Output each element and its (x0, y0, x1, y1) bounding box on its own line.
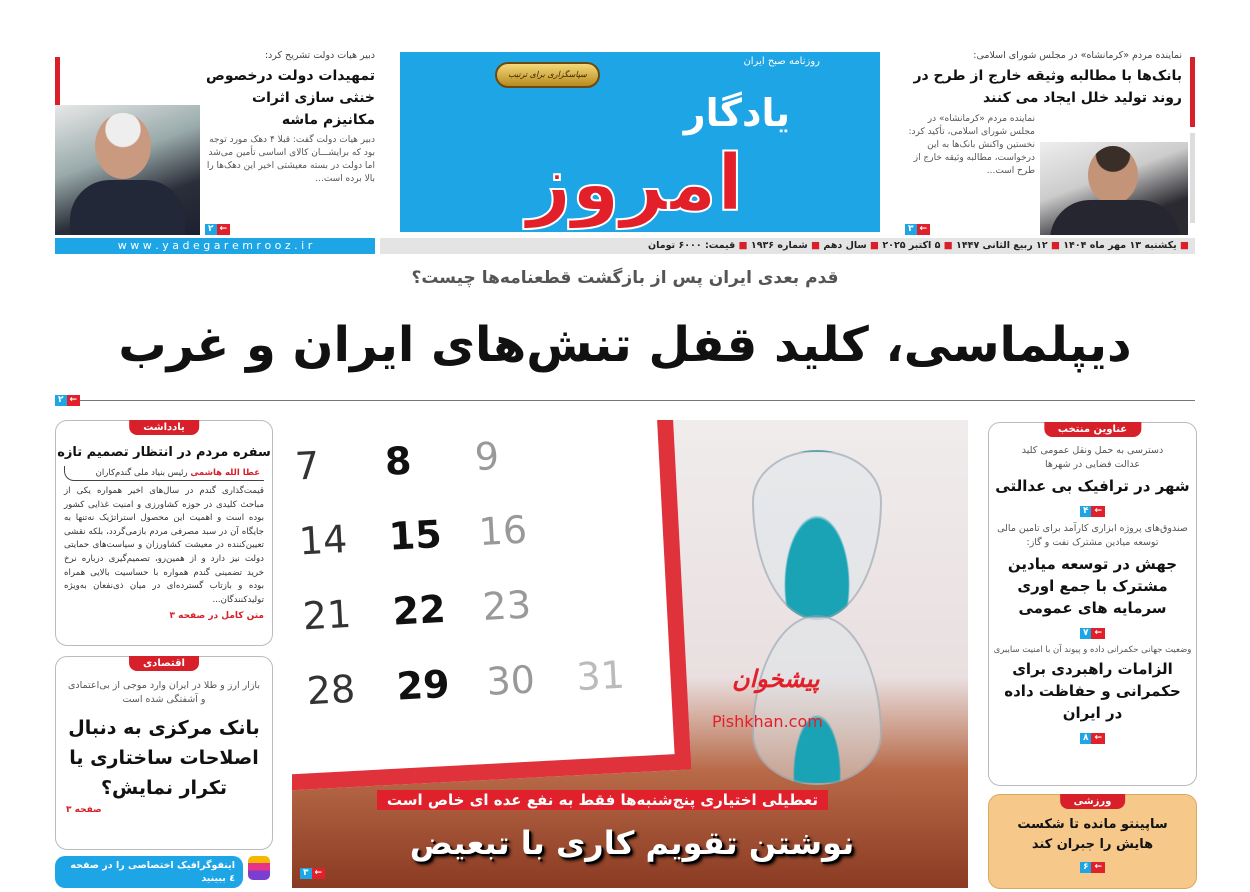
lead-kicker: قدم بعدی ایران پس از بازگشت قطعنامه‌ها چیست؟ (411, 268, 839, 288)
section-tag: یادداشت (129, 420, 199, 435)
photo-headline[interactable]: نوشتن تقویم کاری با تبعیض (409, 824, 855, 862)
kicker: دبیر هیات دولت تشریح کرد: (264, 50, 375, 61)
headline[interactable]: جهش در توسعه میادین مشترک با جمع اوری سرمایه های عمومی (1007, 555, 1178, 617)
dateline: ■ یکشنبه ۱۳ مهر ماه ۱۴۰۴ ■ ۱۲ ربیع الثانی ۱۴۴۷ ■ ۵ اکتبر ۲۰۲۵ ■ سال دهم ■ شماره ۱۹۳۶ ■ قیمت: ۶۰۰۰ تومان (380, 238, 1195, 254)
sport-card (988, 794, 1197, 889)
read-more-link[interactable]: متن کامل در صفحه ۳ (169, 611, 264, 622)
page-ref[interactable]: ۲ ← (55, 395, 80, 406)
arrow-left-icon: ← (312, 868, 326, 879)
section-tag: ورزشی (1060, 794, 1126, 809)
tagline: روزنامه صبح ایران (743, 56, 820, 67)
watermark: پیشخوان (732, 665, 820, 693)
kicker: دسترسی به حمل ونقل عمومی کلید عدالت فضایی در شهرها (1021, 445, 1164, 470)
kicker: وضعیت جهانی حکمرانی داده و پیوند آن با امنیت سایبری (993, 645, 1192, 655)
page-ref[interactable]: ۷ ← (1080, 628, 1105, 639)
website-url[interactable]: w w w . y a d e g a r e m r o o z . i r (55, 238, 375, 254)
author-role: رئیس بنیاد ملی گندم‌کاران (95, 468, 188, 478)
official-photo[interactable] (55, 105, 200, 235)
badge: سپاسگزاری برای ترتیب (495, 62, 600, 88)
accent-bar (1190, 133, 1195, 223)
summary: دبیر هیات دولت گفت: قبلا ۴ دهک مورد توجه بود که برایشـــان کالای اساسی تأمین می‌شد اما دولت در بسته معیشتی اخیر این دهک‌ها را بالا برده است... (206, 135, 375, 184)
arrow-left-icon: ← (1091, 628, 1105, 639)
headline[interactable]: سفره مردم در انتظار تصمیم تازه (57, 445, 271, 460)
section-tag: عناوین منتخب (1044, 422, 1141, 437)
kicker: نماینده مردم «کرمانشاه» در مجلس شورای اسلامی: (973, 50, 1182, 61)
opinion-card (55, 420, 273, 646)
headline[interactable]: الزامات راهبردی برای حکمرانی و حفاظت داده در ایران (1004, 660, 1181, 722)
masthead-logo (400, 52, 880, 232)
kicker: بازار ارز و طلا در ایران وارد موجی از بی‌اعتمادی و آشفتگی شده است (68, 680, 260, 705)
page-ref[interactable]: ۶ ← (1080, 862, 1105, 873)
page-ref[interactable]: ۸ ← (1080, 733, 1105, 744)
logo-prefix: یادگار (683, 91, 790, 135)
kicker: صندوق‌های پروژه ابزاری کارآمد برای تامین مالی توسعه میادین مشترک نفت و گاز: (997, 523, 1188, 548)
lead-headline[interactable]: دیپلماسی، کلید قفل تنش‌های ایران و غرب (118, 317, 1132, 373)
page-ref[interactable]: ۳ ← (300, 868, 325, 879)
headline[interactable]: تمهیدات دولت درخصوص خنثی سازی اثرات مکانیزم ماشه (205, 68, 375, 128)
headline[interactable]: بانک مرکزی به دنبال اصلاحات ساختاری یا تکرار نمایش؟ (68, 717, 260, 799)
section-tag: اقتصادی (129, 656, 199, 671)
headline[interactable]: شهر در ترافیک بی عدالتی (995, 477, 1190, 495)
page-link[interactable]: صفحه ۳ (66, 805, 102, 815)
watermark: Pishkhan.com (712, 712, 823, 731)
arrow-left-icon: ← (1091, 506, 1105, 517)
author: عطا الله هاشمی (190, 468, 260, 478)
page-ref[interactable]: ۴ ← (1080, 506, 1105, 517)
page-ref[interactable]: ۲ ← (205, 224, 230, 235)
infographic-banner[interactable]: اینفوگرافیک اختصاصی را در صفحه ٤ ببینید (55, 856, 243, 888)
logo-title: امروز (526, 139, 744, 229)
hourglass-icon (752, 450, 882, 790)
headline[interactable]: بانک‌ها با مطالبه وثیقه خارج از طرح در روند تولید خلل ایجاد می کنند (913, 68, 1182, 106)
body: قیمت‌گذاری گندم در سال‌های اخیر همواره یکی از مباحث کلیدی در حوزه کشاورزی و امنیت غذایی کشور بوده است و اهمیت این محصول استراتژیک نه‌تنها به جایگاه آن در سبد مصرفی مردم بازمی‌گردد، بلکه نقشی تعیین‌کننده در معیشت کشاورزان و سیاست‌های حمایتی دولت نیز دارد و از همین‌رو، تصمیم‌گیری درباره نرخ خرید تضمینی گندم همواره با حساسیت بالایی همراه بوده و بازتاب گسترده‌ای در میان ذی‌نفعان به‌ویژه تولیدکنندگان... (64, 486, 264, 605)
arrow-left-icon: ← (217, 224, 231, 235)
infographic-icon (248, 856, 270, 880)
accent-bar (1190, 57, 1195, 127)
calendar-image: 7 8 9 14 15 16 21 22 23 28 29 30 31 (292, 420, 691, 790)
headline[interactable]: ساپینتو مانده تا شکست هایش را جبران کند (1017, 817, 1168, 852)
divider (75, 400, 1195, 401)
page-ref[interactable]: ۳ ← (905, 224, 930, 235)
selected-headlines-card (988, 422, 1197, 786)
lead-photo[interactable] (292, 420, 968, 888)
economy-card (55, 656, 273, 850)
summary: نماینده مردم «کرمانشاه» در مجلس شورای اسلامی، تأکید کرد: نخستین واکنش بانک‌ها به این درخواست، مطالبه وثیقه خارج از طرح است... (908, 114, 1035, 176)
arrow-left-icon: ← (67, 395, 81, 406)
arrow-left-icon: ← (1091, 862, 1105, 873)
arrow-left-icon: ← (917, 224, 931, 235)
arrow-left-icon: ← (1091, 733, 1105, 744)
photo-kicker: تعطیلی اختیاری پنج‌شنبه‌ها فقط به نفع عده ای خاص است (377, 790, 828, 810)
